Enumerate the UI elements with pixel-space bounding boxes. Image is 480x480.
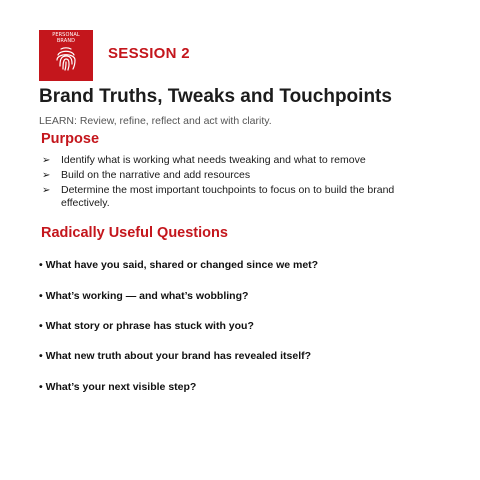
session-label: SESSION 2 [108, 45, 190, 62]
questions-heading: Radically Useful Questions [41, 225, 228, 241]
arrow-bullet-icon: ➢ [42, 185, 51, 196]
fingerprint-icon [53, 46, 79, 72]
personal-brand-logo [39, 30, 93, 81]
purpose-list [42, 154, 442, 212]
purpose-item-text: Build on the narrative and add resources [61, 169, 251, 181]
learn-subtitle: LEARN: Review, refine, reflect and act with clarity. [39, 115, 272, 127]
logo-text-line2: BRAND [56, 38, 76, 44]
question-item: • What’s your next visible step? [39, 381, 197, 393]
arrow-bullet-icon: ➢ [42, 155, 51, 166]
question-item: • What’s working — and what’s wobbling? [39, 290, 249, 302]
arrow-bullet-icon: ➢ [42, 170, 51, 181]
logo-text-line1: PERSONAL [52, 32, 80, 38]
purpose-item [42, 154, 442, 167]
question-item: • What have you said, shared or changed since we met? [39, 259, 319, 271]
question-item: • What story or phrase has stuck with you? [39, 320, 254, 332]
purpose-item [42, 184, 442, 210]
purpose-item-text: Determine the most important touchpoints to focus on to build the brand effectively. [61, 184, 395, 209]
purpose-item [42, 169, 442, 182]
purpose-item-text: Identify what is working what needs tweaking and what to remove [61, 154, 366, 166]
question-item: • What new truth about your brand has revealed itself? [39, 350, 312, 362]
purpose-heading: Purpose [41, 131, 100, 147]
page-title: Brand Truths, Tweaks and Touchpoints [39, 86, 392, 107]
